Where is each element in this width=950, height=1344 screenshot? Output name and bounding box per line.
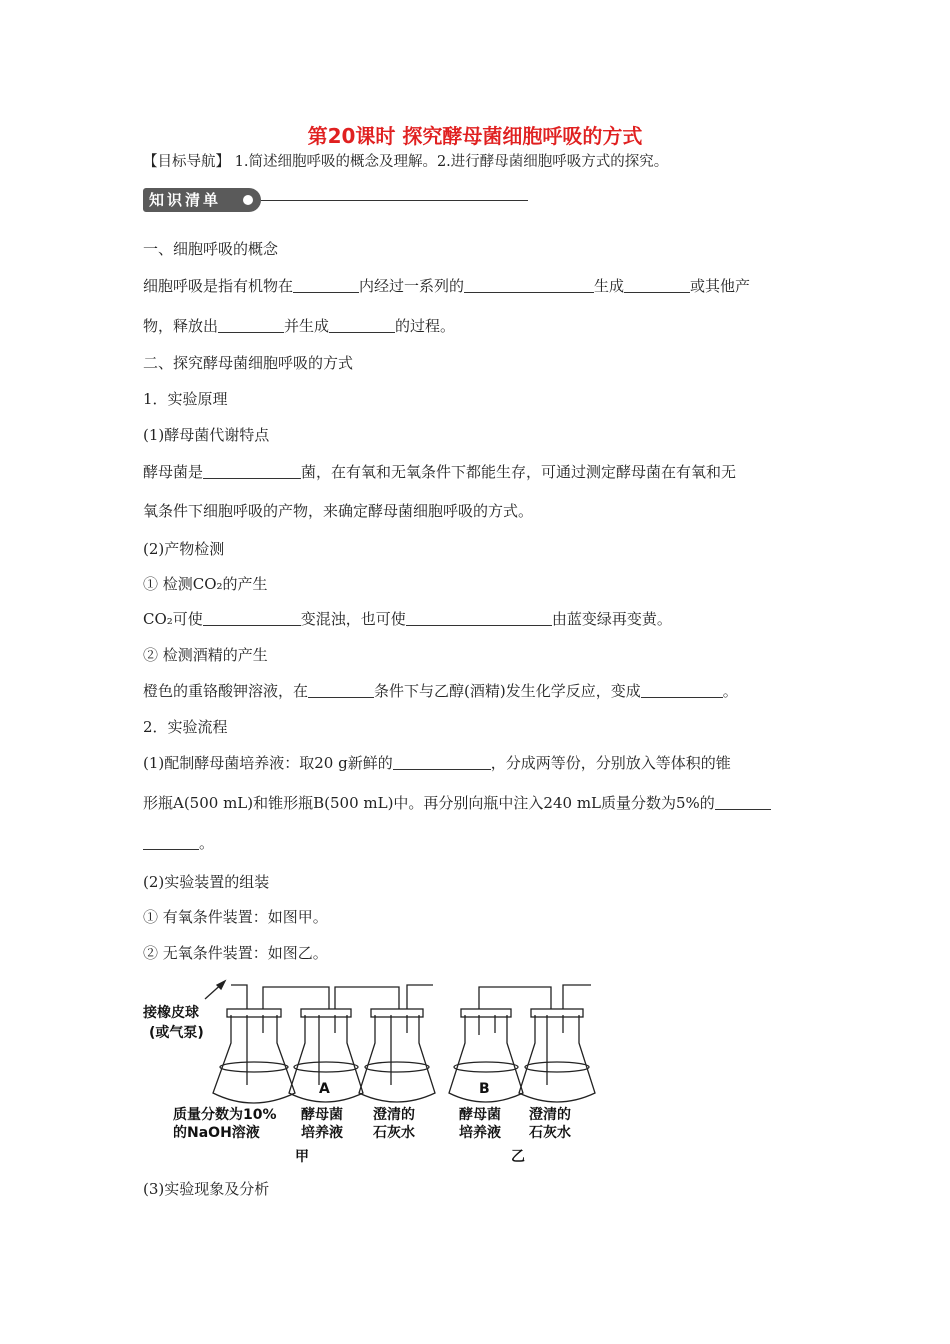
paragraph-culture-line2: 形瓶A(500 mL)和锥形瓶B(500 mL)中。再分别向瓶中注入240 mL质量分数为5%的 xyxy=(143,792,771,813)
label-naoh-1: 质量分数为10% xyxy=(173,1107,277,1123)
item-anaerobic: ② 无氧条件装置：如图乙。 xyxy=(143,944,328,962)
flask-b xyxy=(449,987,551,1102)
flask-limewater-jia xyxy=(359,985,435,1102)
heading-principle: 1．实验原理 xyxy=(143,390,228,408)
paragraph-yeast-line2: 氧条件下细胞呼吸的产物，来确定酵母菌细胞呼吸的方式。 xyxy=(143,502,534,520)
blank xyxy=(203,464,301,479)
paragraph-co2: CO₂可使 变混浊，也可使 由蓝变绿再变黄。 xyxy=(143,610,672,628)
heading-alcohol: ② 检测酒精的产生 xyxy=(143,646,268,664)
blank xyxy=(218,318,284,333)
label-lime-yi-2: 石灰水 xyxy=(529,1125,571,1141)
label-pump-1: 接橡皮球 xyxy=(143,1005,199,1021)
section-header xyxy=(143,188,528,212)
blank xyxy=(143,835,199,850)
label-yeast-a-2: 培养液 xyxy=(301,1125,343,1141)
blank xyxy=(406,611,552,626)
flask-a xyxy=(289,987,399,1102)
paragraph-concept-line2: 物，释放出 并生成 的过程。 xyxy=(143,317,456,335)
label-lime-jia-2: 石灰水 xyxy=(373,1125,415,1141)
apparatus-figure xyxy=(143,975,603,1170)
label-pump-2: (或气泵) xyxy=(149,1025,204,1041)
caption-yi: 乙 xyxy=(511,1149,525,1165)
page-title: 第20课时 探究酵母菌细胞呼吸的方式 xyxy=(307,124,643,148)
apparatus-diagram xyxy=(143,975,603,1170)
section-label: 知识清单 xyxy=(143,188,261,212)
paragraph-alcohol: 橙色的重铬酸钾溶液，在 条件下与乙醇(酒精)发生化学反应，变成 。 xyxy=(143,682,738,700)
paragraph-culture-line3: 。 xyxy=(143,832,214,853)
label-yeast-b-1: 酵母菌 xyxy=(459,1107,501,1123)
blank xyxy=(203,611,301,626)
paragraph-culture-line1: (1)配制酵母菌培养液：取20 g新鲜的 ，分成两等份，分别放入等体积的锥 xyxy=(143,754,731,772)
label-yeast-a-1: 酵母菌 xyxy=(301,1107,343,1123)
heading-setup: (2)实验装置的组装 xyxy=(143,873,270,891)
heading-metabolism: (1)酵母菌代谢特点 xyxy=(143,426,270,444)
caption-jia: 甲 xyxy=(295,1149,309,1165)
blank xyxy=(715,795,771,810)
heading-explore: 二、探究酵母菌细胞呼吸的方式 xyxy=(143,354,354,372)
item-aerobic: ① 有氧条件装置：如图甲。 xyxy=(143,908,328,926)
label-lime-jia-1: 澄清的 xyxy=(373,1107,415,1123)
bullet-dot-icon xyxy=(243,195,253,205)
label-yeast-b-2: 培养液 xyxy=(459,1125,501,1141)
section-rule xyxy=(261,200,528,201)
flask-naoh xyxy=(213,985,329,1103)
label-flask-b: B xyxy=(479,1081,490,1097)
blank xyxy=(624,278,690,293)
learning-goals: 【目标导航】 1.简述细胞呼吸的概念及理解。2.进行酵母菌细胞呼吸方式的探究。 xyxy=(143,154,669,170)
heading-concept: 一、细胞呼吸的概念 xyxy=(143,240,279,258)
heading-results: (3)实验现象及分析 xyxy=(143,1180,270,1198)
blank xyxy=(393,755,491,770)
label-naoh-2: 的NaOH溶液 xyxy=(173,1125,260,1141)
label-flask-a: A xyxy=(319,1081,330,1097)
label-lime-yi-1: 澄清的 xyxy=(529,1107,571,1123)
flask-limewater-yi xyxy=(519,985,595,1102)
blank xyxy=(308,683,374,698)
blank xyxy=(293,278,359,293)
blank xyxy=(641,683,723,698)
blank xyxy=(464,278,594,293)
heading-procedure: 2．实验流程 xyxy=(143,718,228,736)
paragraph-concept-line1: 细胞呼吸是指有机物在 内经过一系列的 生成 或其他产 xyxy=(143,277,751,295)
paragraph-yeast-line1: 酵母菌是 菌，在有氧和无氧条件下都能生存，可通过测定酵母菌在有氧和无 xyxy=(143,463,737,481)
blank xyxy=(329,318,395,333)
heading-co2: ① 检测CO₂的产生 xyxy=(143,575,268,593)
heading-detection: (2)产物检测 xyxy=(143,540,225,558)
